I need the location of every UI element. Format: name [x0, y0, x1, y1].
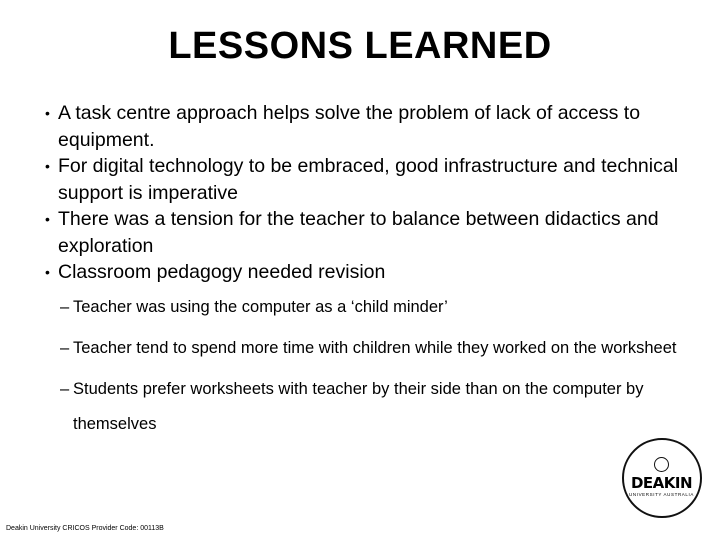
- bullet-text: Classroom pedagogy needed revision: [58, 261, 386, 283]
- bullet-item: [45, 206, 698, 259]
- sub-bullet-item: [62, 290, 692, 325]
- bullet-item: [45, 100, 698, 153]
- bullet-dot-icon: •: [45, 264, 50, 280]
- bullet-dot-icon: •: [45, 211, 50, 227]
- sub-bullet-item: [62, 372, 692, 442]
- logo-name: DEAKIN: [630, 474, 693, 492]
- dash-icon: –: [60, 380, 70, 398]
- bullet-list: [45, 100, 698, 286]
- sub-bullet-text: Teacher was using the computer as a ‘child minder’: [73, 298, 448, 316]
- bullet-text: There was a tension for the teacher to balance between didactics and exploration: [58, 208, 659, 257]
- dash-icon: –: [60, 298, 70, 316]
- sub-bullet-list: [62, 290, 692, 448]
- bullet-text: A task centre approach helps solve the problem of lack of access to equipment.: [58, 102, 641, 151]
- crest-icon: [654, 457, 669, 472]
- logo-subtitle: UNIVERSITY AUSTRALIA: [629, 492, 694, 497]
- bullet-dot-icon: •: [45, 105, 50, 121]
- sub-bullet-text: Students prefer worksheets with teacher by their side than on the computer by themselves: [73, 380, 644, 433]
- bullet-dot-icon: •: [45, 158, 50, 174]
- bullet-item: [45, 153, 698, 206]
- bullet-text: For digital technology to be embraced, good infrastructure and technical support is imperative: [58, 155, 679, 204]
- bullet-item: [45, 259, 698, 286]
- sub-bullet-item: [62, 331, 692, 366]
- slide-title: LESSONS LEARNED: [168, 25, 552, 67]
- footer-cricos-code: Deakin University CRICOS Provider Code: 00113B: [6, 525, 164, 532]
- deakin-logo: [622, 438, 702, 518]
- dash-icon: –: [60, 339, 70, 357]
- sub-bullet-text: Teacher tend to spend more time with children while they worked on the worksheet: [73, 339, 677, 357]
